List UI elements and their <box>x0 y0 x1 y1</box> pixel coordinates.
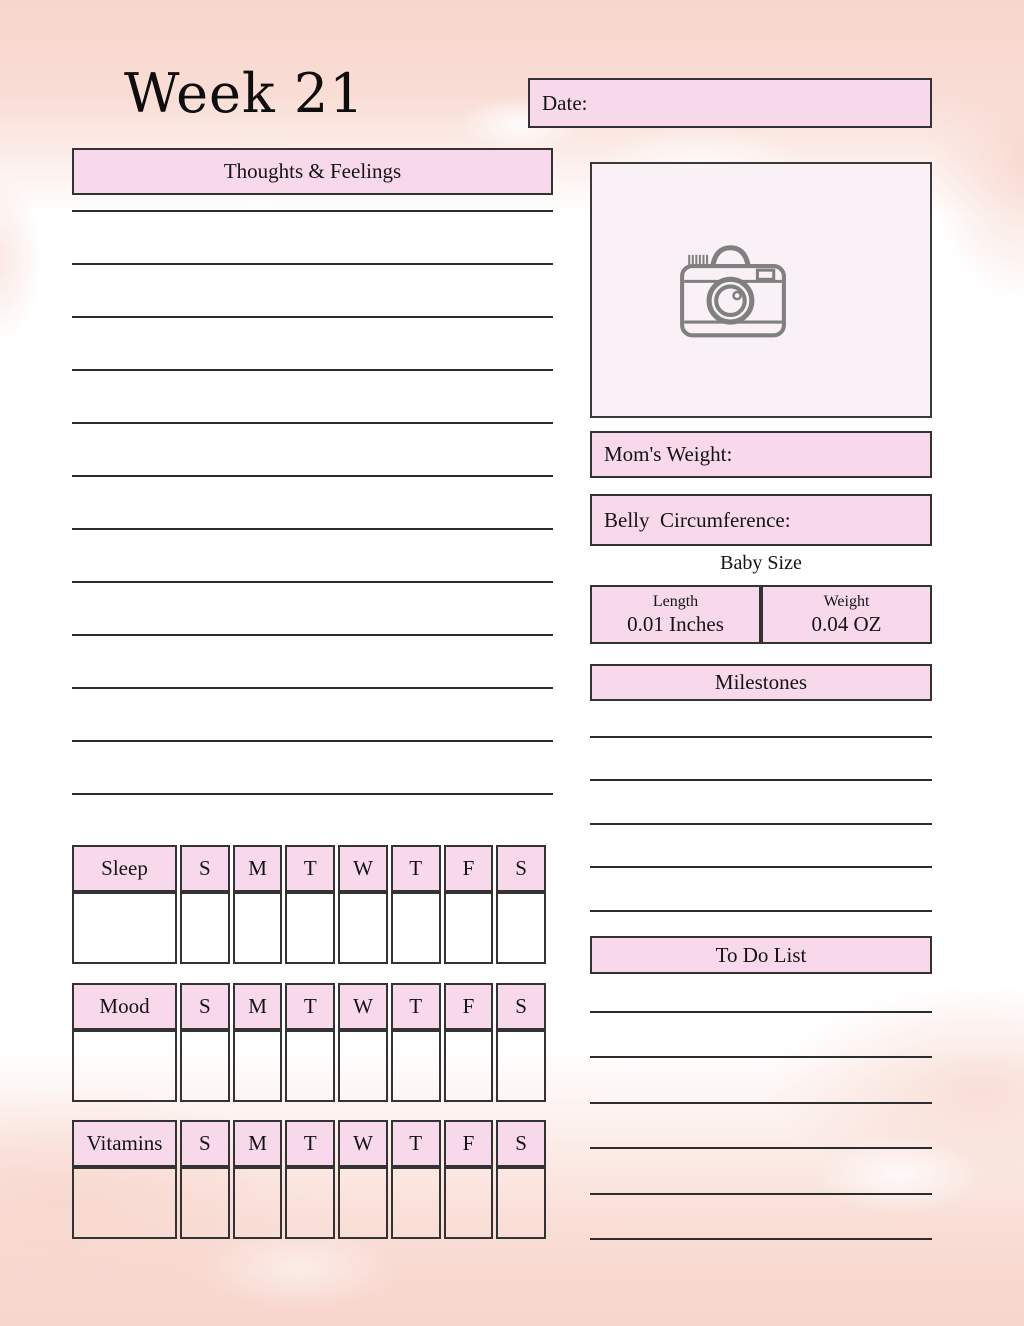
moms-weight-label: Mom's Weight: <box>604 442 733 466</box>
day-header: T <box>285 845 335 892</box>
writing-line[interactable] <box>590 1058 932 1104</box>
writing-line[interactable] <box>72 318 553 371</box>
tracker-day-entry-cell[interactable] <box>180 1030 230 1102</box>
day-header: F <box>444 1120 494 1167</box>
writing-line[interactable] <box>72 424 553 477</box>
thoughts-feelings-title: Thoughts & Feelings <box>223 159 402 183</box>
belly-circumference-field[interactable] <box>590 494 932 546</box>
tracker-day-entry-cell[interactable] <box>180 1167 230 1239</box>
tracker-label: Mood <box>72 983 177 1030</box>
milestones-writing-area <box>590 694 932 912</box>
writing-line[interactable] <box>590 1195 932 1241</box>
tracker-day-entry-cell[interactable] <box>285 892 335 964</box>
day-header: S <box>496 845 546 892</box>
date-label: Date: <box>542 90 588 115</box>
day-header: M <box>233 1120 283 1167</box>
tracker-day-entry-cell[interactable] <box>338 892 388 964</box>
writing-line[interactable] <box>72 371 553 424</box>
tracker-day-entry-cell[interactable] <box>444 1167 494 1239</box>
tracker-day-entry-cell[interactable] <box>233 1030 283 1102</box>
tracker-day-entry-cell[interactable] <box>496 1167 546 1239</box>
writing-line[interactable] <box>590 1013 932 1059</box>
tracker-label-entry-cell[interactable] <box>72 1030 177 1102</box>
tracker-day-entry-cell[interactable] <box>285 1167 335 1239</box>
writing-line[interactable] <box>590 694 932 738</box>
photo-placeholder[interactable] <box>590 162 932 418</box>
tracker-label-entry-cell[interactable] <box>72 892 177 964</box>
baby-length-box <box>590 585 761 644</box>
vitamins-tracker-table <box>72 1120 546 1239</box>
day-header: M <box>233 845 283 892</box>
baby-weight-box <box>761 585 932 644</box>
tracker-day-entry-cell[interactable] <box>391 1030 441 1102</box>
day-header: T <box>285 983 335 1030</box>
tracker-day-entry-cell[interactable] <box>496 892 546 964</box>
tracker-day-entry-cell[interactable] <box>444 892 494 964</box>
day-header: F <box>444 983 494 1030</box>
tracker-day-entry-cell[interactable] <box>496 1030 546 1102</box>
day-header: S <box>180 983 230 1030</box>
baby-weight-label: Weight <box>823 593 870 611</box>
tracker-label: Vitamins <box>72 1120 177 1167</box>
writing-line[interactable] <box>72 159 553 212</box>
writing-line[interactable] <box>72 742 553 795</box>
writing-line[interactable] <box>590 781 932 825</box>
tracker-label-entry-cell[interactable] <box>72 1167 177 1239</box>
tracker-day-entry-cell[interactable] <box>338 1167 388 1239</box>
writing-line[interactable] <box>590 738 932 782</box>
writing-line[interactable] <box>590 868 932 912</box>
tracker-day-entry-cell[interactable] <box>233 892 283 964</box>
writing-line[interactable] <box>590 967 932 1013</box>
baby-weight-value: 0.04 OZ <box>811 611 882 636</box>
milestones-title: Milestones <box>714 670 808 694</box>
tracker-day-entry-cell[interactable] <box>444 1030 494 1102</box>
writing-line[interactable] <box>72 212 553 265</box>
day-header: W <box>338 845 388 892</box>
mood-tracker-table <box>72 983 546 1102</box>
writing-line[interactable] <box>72 636 553 689</box>
moms-weight-field[interactable] <box>590 431 932 478</box>
day-header: S <box>496 983 546 1030</box>
tracker-day-entry-cell[interactable] <box>391 892 441 964</box>
day-header: T <box>391 1120 441 1167</box>
writing-line[interactable] <box>72 477 553 530</box>
belly-circumference-label: Belly Circumference: <box>604 507 791 532</box>
todo-list-title: To Do List <box>715 942 807 967</box>
writing-line[interactable] <box>72 530 553 583</box>
tracker-day-entry-cell[interactable] <box>338 1030 388 1102</box>
baby-length-label: Length <box>652 593 699 611</box>
day-header: S <box>496 1120 546 1167</box>
todo-writing-area <box>590 967 932 1240</box>
date-field[interactable] <box>528 78 932 128</box>
writing-line[interactable] <box>590 1104 932 1150</box>
day-header: T <box>391 983 441 1030</box>
writing-line[interactable] <box>72 583 553 636</box>
tracker-day-entry-cell[interactable] <box>285 1030 335 1102</box>
writing-line[interactable] <box>72 265 553 318</box>
day-header: T <box>285 1120 335 1167</box>
tracker-day-entry-cell[interactable] <box>391 1167 441 1239</box>
day-header: S <box>180 1120 230 1167</box>
sleep-tracker-table <box>72 845 546 964</box>
writing-line[interactable] <box>72 689 553 742</box>
camera-icon <box>677 241 789 339</box>
day-header: W <box>338 1120 388 1167</box>
writing-line[interactable] <box>590 1149 932 1195</box>
tracker-label: Sleep <box>72 845 177 892</box>
baby-size-title: Baby Size <box>720 552 802 574</box>
day-header: S <box>180 845 230 892</box>
day-header: M <box>233 983 283 1030</box>
day-header: T <box>391 845 441 892</box>
writing-line[interactable] <box>590 825 932 869</box>
baby-length-value: 0.01 Inches <box>627 611 724 636</box>
tracker-day-entry-cell[interactable] <box>233 1167 283 1239</box>
day-header: F <box>444 845 494 892</box>
day-header: W <box>338 983 388 1030</box>
tracker-day-entry-cell[interactable] <box>180 892 230 964</box>
thoughts-writing-area <box>72 159 553 795</box>
page-title: Week 21 <box>124 62 365 125</box>
baby-size-row <box>590 585 932 644</box>
